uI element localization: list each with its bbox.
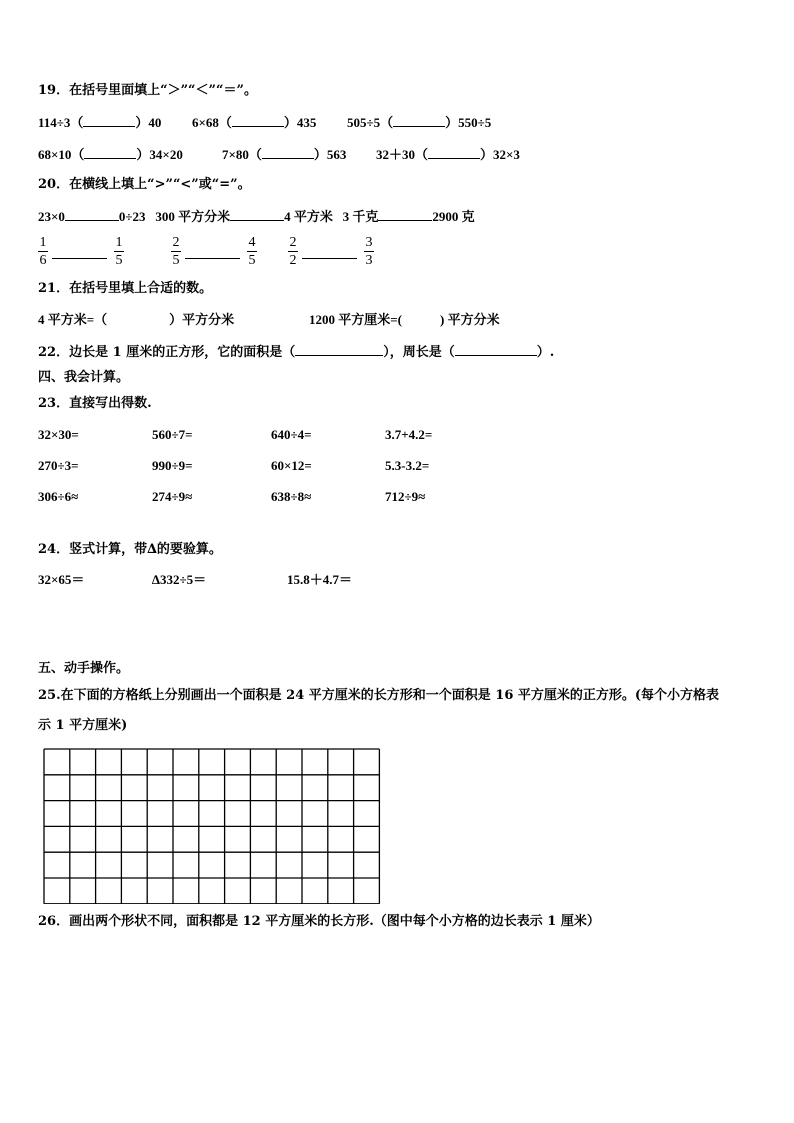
- answer-blank[interactable]: [393, 114, 445, 127]
- q20-c-left: 3 千克: [342, 209, 379, 224]
- fraction-numerator: 1: [115, 235, 123, 250]
- answer-blank[interactable]: [302, 258, 357, 259]
- q19-row1-a-left: 114÷3（: [38, 115, 84, 130]
- q19-row1-b: [192, 114, 316, 131]
- fraction-numerator: 4: [248, 235, 256, 250]
- calc-item: 3.7+4.2=: [385, 427, 433, 442]
- answer-blank[interactable]: [52, 258, 107, 259]
- calc-item: 306÷6≈: [38, 489, 79, 504]
- fraction-denominator: 6: [39, 253, 47, 268]
- q20-a-right: 0÷23: [118, 209, 146, 224]
- vertical-calc-item: 15.8＋4.7＝: [287, 572, 353, 587]
- q20-c-right: 2900 克: [432, 209, 475, 224]
- q19-row1-a: [38, 114, 161, 131]
- q19-row2-b-right: ）563: [313, 147, 347, 162]
- section-5-heading: 五、动手操作。: [38, 661, 130, 676]
- q19-row2-b-left: 7×80（: [222, 147, 262, 162]
- q19-row1-b-left: 6×68（: [192, 115, 232, 130]
- answer-blank[interactable]: [262, 146, 314, 159]
- fraction-denominator: 5: [172, 253, 180, 268]
- fraction-numerator: 3: [365, 235, 373, 250]
- q19-row2-c: [376, 146, 520, 163]
- fraction-numerator: 2: [172, 235, 180, 250]
- fraction-denominator: 3: [365, 253, 373, 268]
- q19-row1-c-left: 505÷5（: [347, 115, 394, 130]
- q19-row2-c-left: 32＋30（: [376, 147, 429, 162]
- q22-text-c: ）.: [536, 345, 555, 360]
- calc-item: 32×30=: [38, 427, 79, 442]
- answer-blank[interactable]: [455, 343, 537, 356]
- q19-row1-c-right: ）550÷5: [445, 115, 492, 130]
- q19-row2-a-left: 68×10（: [38, 147, 85, 162]
- q23-title: 23．直接写出得数.: [38, 396, 152, 411]
- answer-blank[interactable]: [65, 208, 119, 221]
- q21-a: [38, 312, 234, 328]
- q19-row1-a-right: ）40: [135, 115, 162, 130]
- q21-b-right: ) 平方分米: [440, 312, 500, 327]
- answer-blank[interactable]: [230, 208, 284, 221]
- vertical-calc-item: ∆332÷5＝: [152, 572, 207, 587]
- calc-item: 638÷8≈: [271, 489, 312, 504]
- q19-row1-c: [347, 114, 491, 131]
- q21-a-right: ）平方分米: [169, 312, 235, 327]
- q19-row2-b: [222, 146, 346, 163]
- calc-item: 60×12=: [271, 458, 312, 473]
- fraction-denominator: 5: [115, 253, 123, 268]
- q19-row2-c-right: ）32×3: [480, 147, 520, 162]
- fraction: [171, 235, 181, 268]
- fraction-denominator: 5: [248, 253, 256, 268]
- q25-line2: 示 1 平方厘米): [38, 718, 128, 733]
- answer-blank[interactable]: [232, 114, 284, 127]
- q21-b-left: 1200 平方厘米=(: [309, 312, 402, 327]
- square-grid[interactable]: [43, 748, 381, 904]
- calc-item: 560÷7=: [152, 427, 193, 442]
- calc-item: 274÷9≈: [152, 489, 193, 504]
- q20-a-left: 23×0: [38, 209, 65, 224]
- q19-row1-b-right: ）435: [283, 115, 317, 130]
- calc-item: 712÷9≈: [385, 489, 426, 504]
- calc-item: 640÷4=: [271, 427, 312, 442]
- answer-blank[interactable]: [378, 208, 432, 221]
- answer-blank[interactable]: [428, 146, 480, 159]
- fraction: [114, 235, 124, 268]
- fraction: [38, 235, 48, 268]
- q20-b-right: 4 平方米: [284, 209, 333, 224]
- q19-row2-a-right: ）34×20: [136, 147, 183, 162]
- q26-text: 26．画出两个形状不同，面积都是 12 平方厘米的长方形.（图中每个小方格的边长表示 1 厘米）: [38, 914, 600, 929]
- q24-title: 24．竖式计算，带∆的要验算。: [38, 542, 222, 557]
- answer-blank[interactable]: [295, 343, 383, 356]
- fraction-numerator: 2: [289, 235, 297, 250]
- q21-b: [309, 312, 500, 328]
- q25-line1: 25.在下面的方格纸上分别画出一个面积是 24 平方厘米的长方形和一个面积是 16 平方厘米的正方形。(每个小方格表: [38, 688, 720, 703]
- fraction: [288, 235, 298, 268]
- q22: [38, 343, 554, 361]
- answer-blank[interactable]: [83, 114, 135, 127]
- q19-row2-a: [38, 146, 183, 163]
- fraction-numerator: 1: [39, 235, 47, 250]
- answer-blank[interactable]: [84, 146, 136, 159]
- q22-text-b: ），周长是（: [383, 345, 455, 360]
- q22-text-a: 22．边长是 1 厘米的正方形，它的面积是（: [38, 345, 296, 360]
- q21-a-left: 4 平方米=（: [38, 312, 108, 327]
- fraction: [364, 235, 374, 268]
- calc-item: 270÷3=: [38, 458, 79, 473]
- q19-title: 19．在括号里面填上“＞”“＜”“＝”。: [38, 83, 257, 98]
- section-4-heading: 四、我会计算。: [38, 370, 130, 385]
- answer-blank[interactable]: [185, 258, 240, 259]
- calc-item: 5.3-3.2=: [385, 458, 430, 473]
- fraction-denominator: 2: [289, 253, 297, 268]
- q21-title: 21．在括号里填上合适的数。: [38, 281, 213, 296]
- q20-title: 20．在横线上填上“>”“<”或“=”。: [38, 177, 251, 192]
- fraction: [247, 235, 257, 268]
- calc-item: 990÷9=: [152, 458, 193, 473]
- q20-b-left: 300 平方分米: [155, 209, 231, 224]
- vertical-calc-item: 32×65＝: [38, 572, 85, 587]
- q20-row1: [38, 208, 475, 225]
